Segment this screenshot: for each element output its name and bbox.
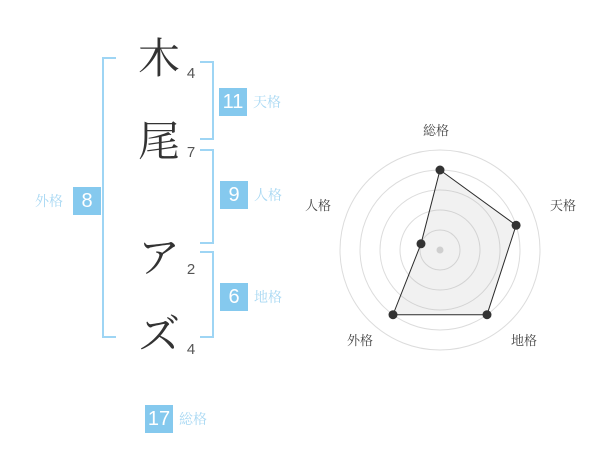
tenkaku-value-box: 11: [219, 88, 247, 116]
stroke-count-3: 2: [186, 261, 196, 278]
tenkaku-label: 天格: [253, 94, 281, 110]
gaikaku-label: 外格: [35, 193, 63, 209]
radar-axis-label-chikaku: 地格: [510, 333, 537, 348]
radar-vertex-dot: [512, 221, 521, 230]
radar-vertex-dot: [483, 310, 492, 319]
radar-center-dot: [437, 247, 444, 254]
radar-axis-label-gaikaku: 外格: [346, 333, 373, 348]
soukaku-value-box: 17: [145, 405, 173, 433]
jinkaku-value-box: 9: [220, 181, 248, 209]
gaikaku-bracket: [102, 57, 116, 338]
chikaku-bracket: [200, 251, 214, 338]
chikaku-label: 地格: [254, 289, 282, 305]
name-char-1: 木: [137, 35, 180, 82]
name-char-2: 尾: [137, 118, 180, 165]
radar-vertex-dot: [389, 310, 398, 319]
tenkaku-bracket: [200, 61, 214, 140]
stroke-count-1: 4: [186, 65, 196, 82]
radar-vertex-dot: [417, 239, 426, 248]
stroke-count-4: 4: [186, 341, 196, 358]
radar-axis-label-jinkaku: 人格: [304, 198, 331, 213]
radar-axis-label-soukaku: 総格: [422, 123, 449, 138]
stroke-count-2: 7: [186, 144, 196, 161]
name-char-3: ア: [137, 234, 180, 281]
radar-axis-label-tenkaku: 天格: [549, 198, 576, 213]
name-char-4: ズ: [137, 311, 180, 358]
chikaku-value-box: 6: [220, 283, 248, 311]
jinkaku-label: 人格: [254, 187, 282, 203]
gaikaku-value-box: 8: [73, 187, 101, 215]
radar-data-polygon: [393, 170, 516, 315]
radar-vertex-dot: [436, 166, 445, 175]
soukaku-label: 総格: [179, 411, 207, 427]
jinkaku-bracket: [200, 149, 214, 244]
radar-chart: [305, 115, 575, 385]
